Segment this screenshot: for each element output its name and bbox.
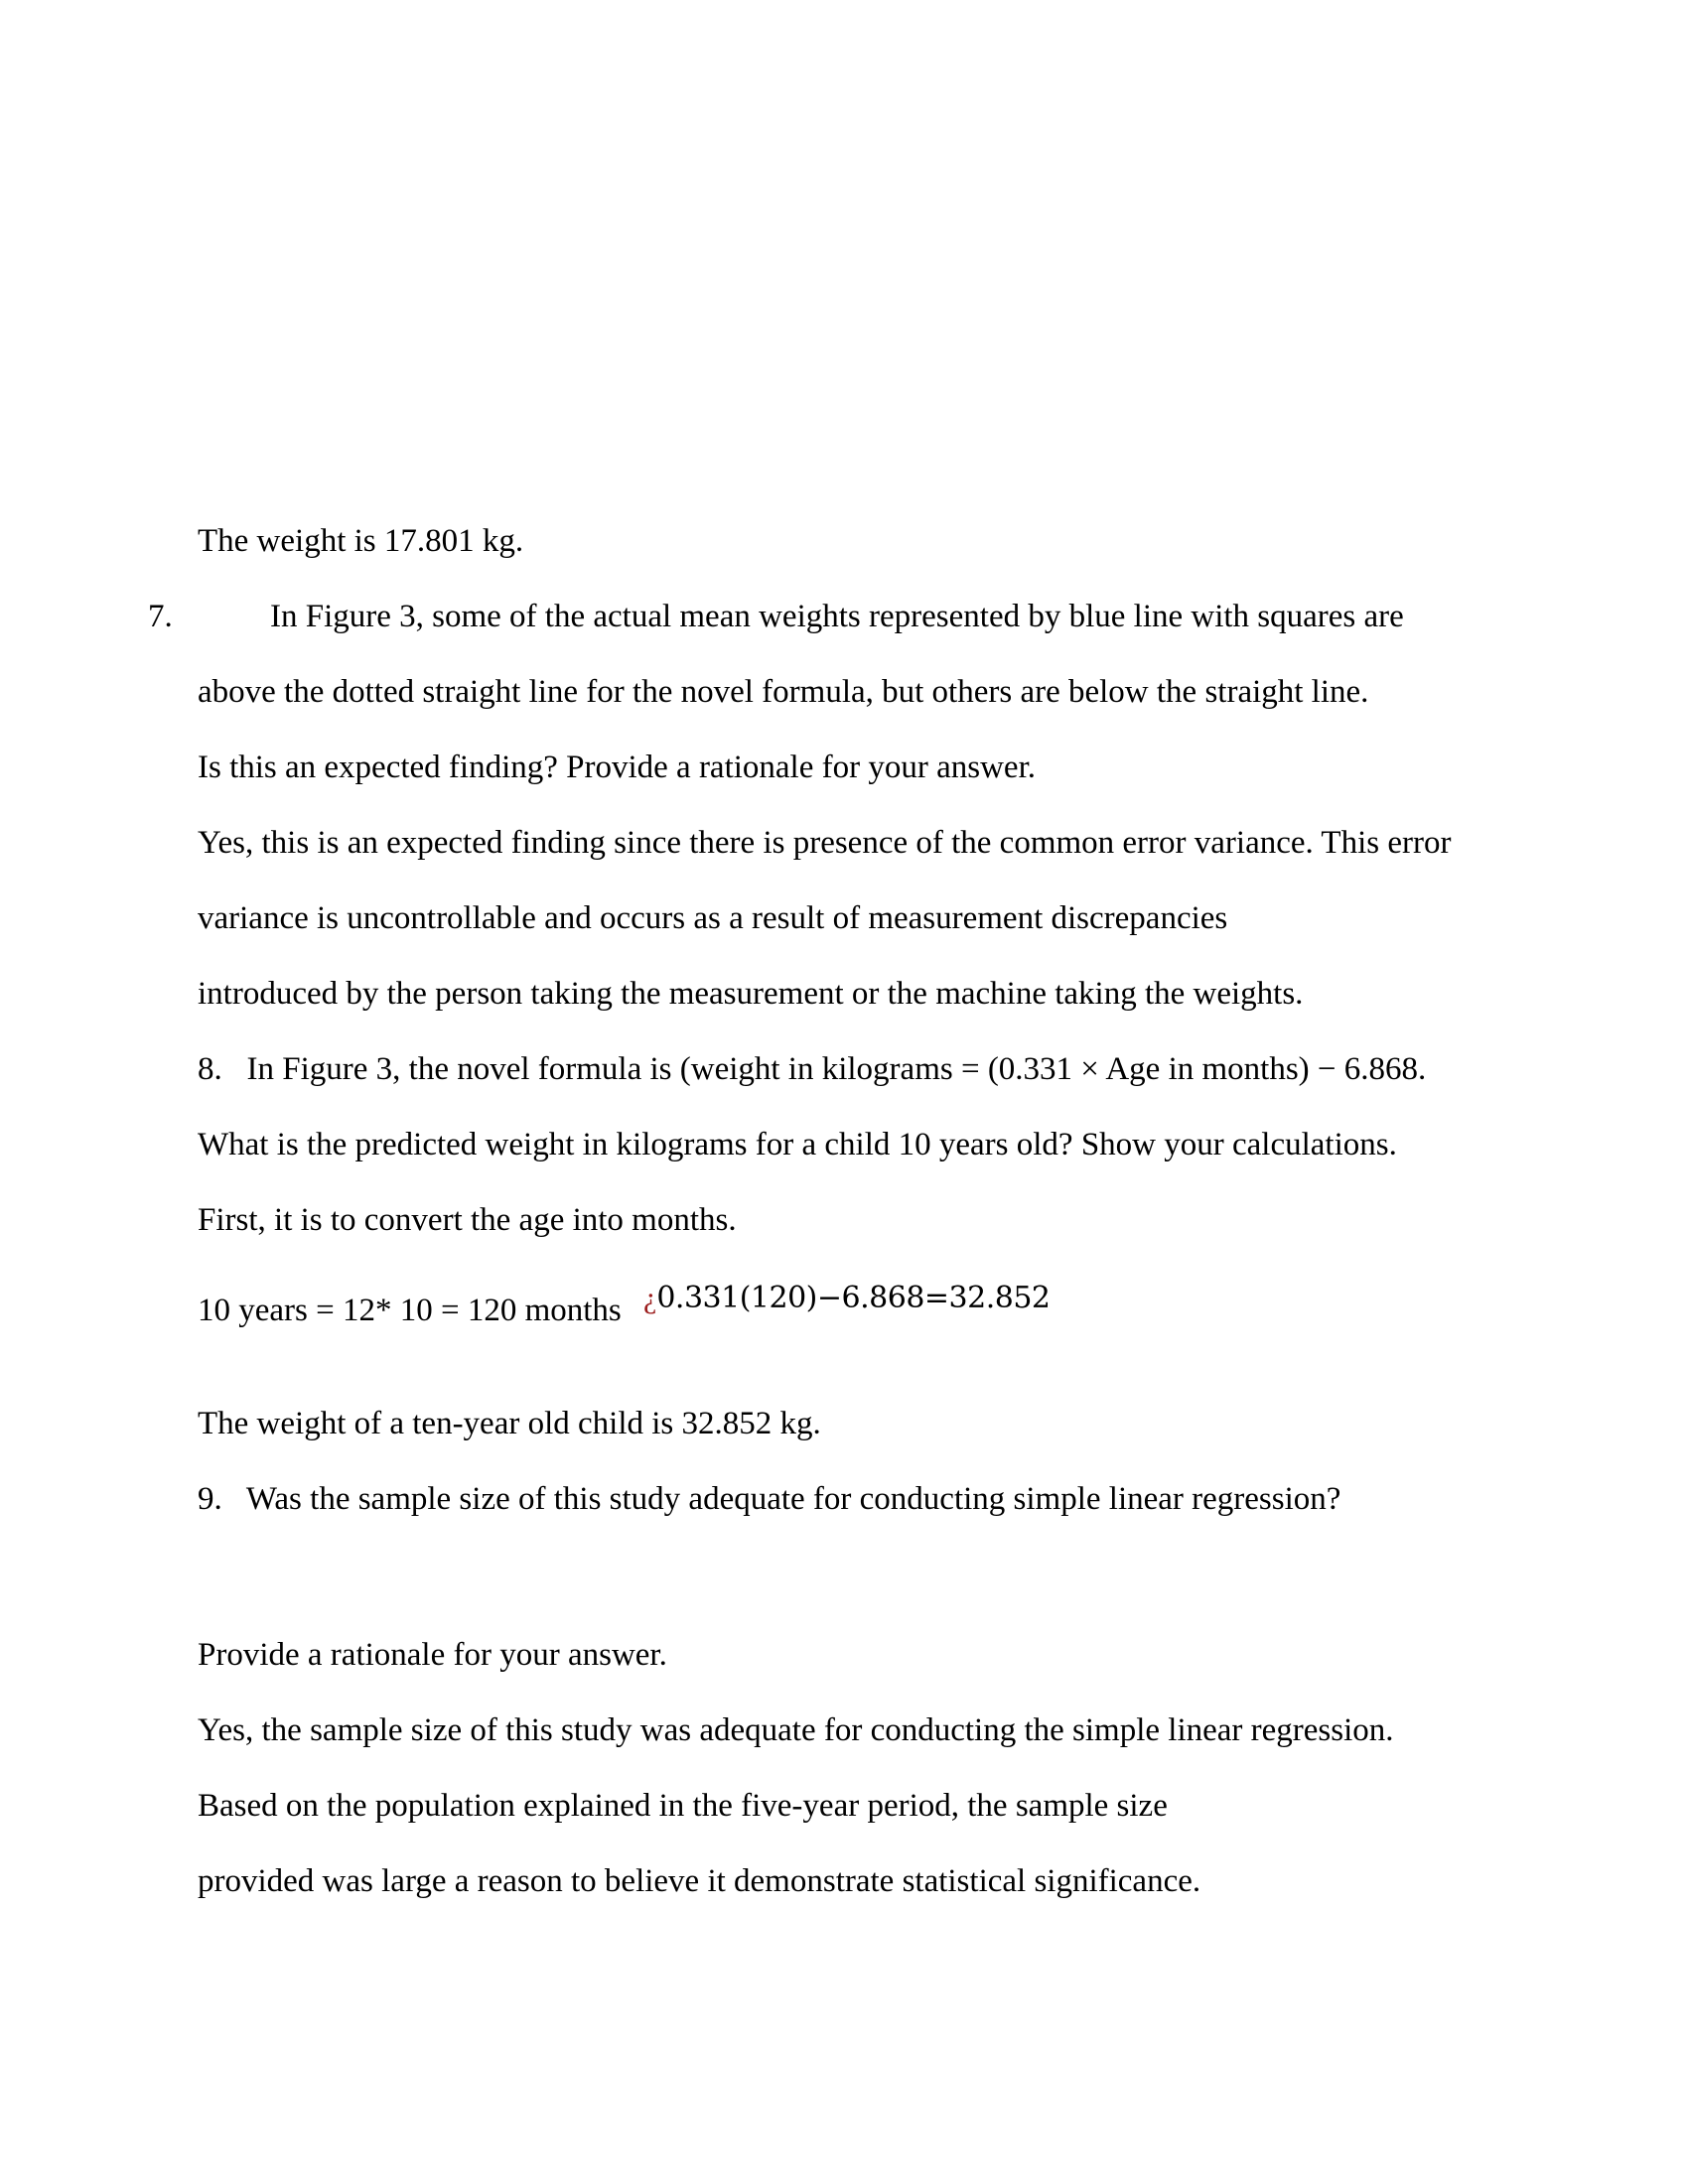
question-9-text-line-1: 9. Was the sample size of this study adequate for conducting simple linear regression?	[198, 1481, 1341, 1517]
question-7-text-line-1: In Figure 3, some of the actual mean weights represented by blue line with squares are	[270, 599, 1404, 634]
question-9-text-line-2: Provide a rationale for your answer.	[198, 1637, 667, 1673]
answer-7-line-3: introduced by the person taking the measurement or the machine taking the weights.	[198, 976, 1304, 1012]
equation-placeholder-glyph: ¿	[643, 1282, 657, 1314]
question-7-text-line-2: above the dotted straight line for the novel formula, but others are below the straight line.	[198, 674, 1369, 710]
answer-8-line-1: First, it is to convert the age into months.	[198, 1202, 737, 1238]
question-8-text-line-1: 8. In Figure 3, the novel formula is (weight in kilograms = (0.331 × Age in months) − 6.868.	[198, 1051, 1427, 1087]
equation-body: 0.331(120)−6.868=32.852	[656, 1281, 1051, 1315]
answer-9-line-1: Yes, the sample size of this study was adequate for conducting the simple linear regression.	[198, 1712, 1394, 1748]
answer-7-line-1: Yes, this is an expected finding since there is presence of the common error variance. This error	[198, 825, 1452, 861]
answer-8-conversion: 10 years = 12* 10 = 120 months	[198, 1293, 622, 1328]
answer-7-line-2: variance is uncontrollable and occurs as a result of measurement discrepancies	[198, 900, 1228, 936]
weight-result-text: The weight is 17.801 kg.	[198, 523, 524, 559]
answer-8-result: The weight of a ten-year old child is 32.852 kg.	[198, 1406, 821, 1441]
question-8-text-line-2: What is the predicted weight in kilograms for a child 10 years old? Show your calculations.	[198, 1127, 1397, 1162]
answer-9-line-2: Based on the population explained in the five-year period, the sample size	[198, 1788, 1168, 1824]
answer-8-equation	[643, 1278, 1051, 1318]
question-7-text-line-3: Is this an expected finding? Provide a rationale for your answer.	[198, 750, 1036, 785]
answer-9-line-3: provided was large a reason to believe it demonstrate statistical significance.	[198, 1863, 1201, 1899]
question-7-number: 7.	[148, 599, 173, 634]
